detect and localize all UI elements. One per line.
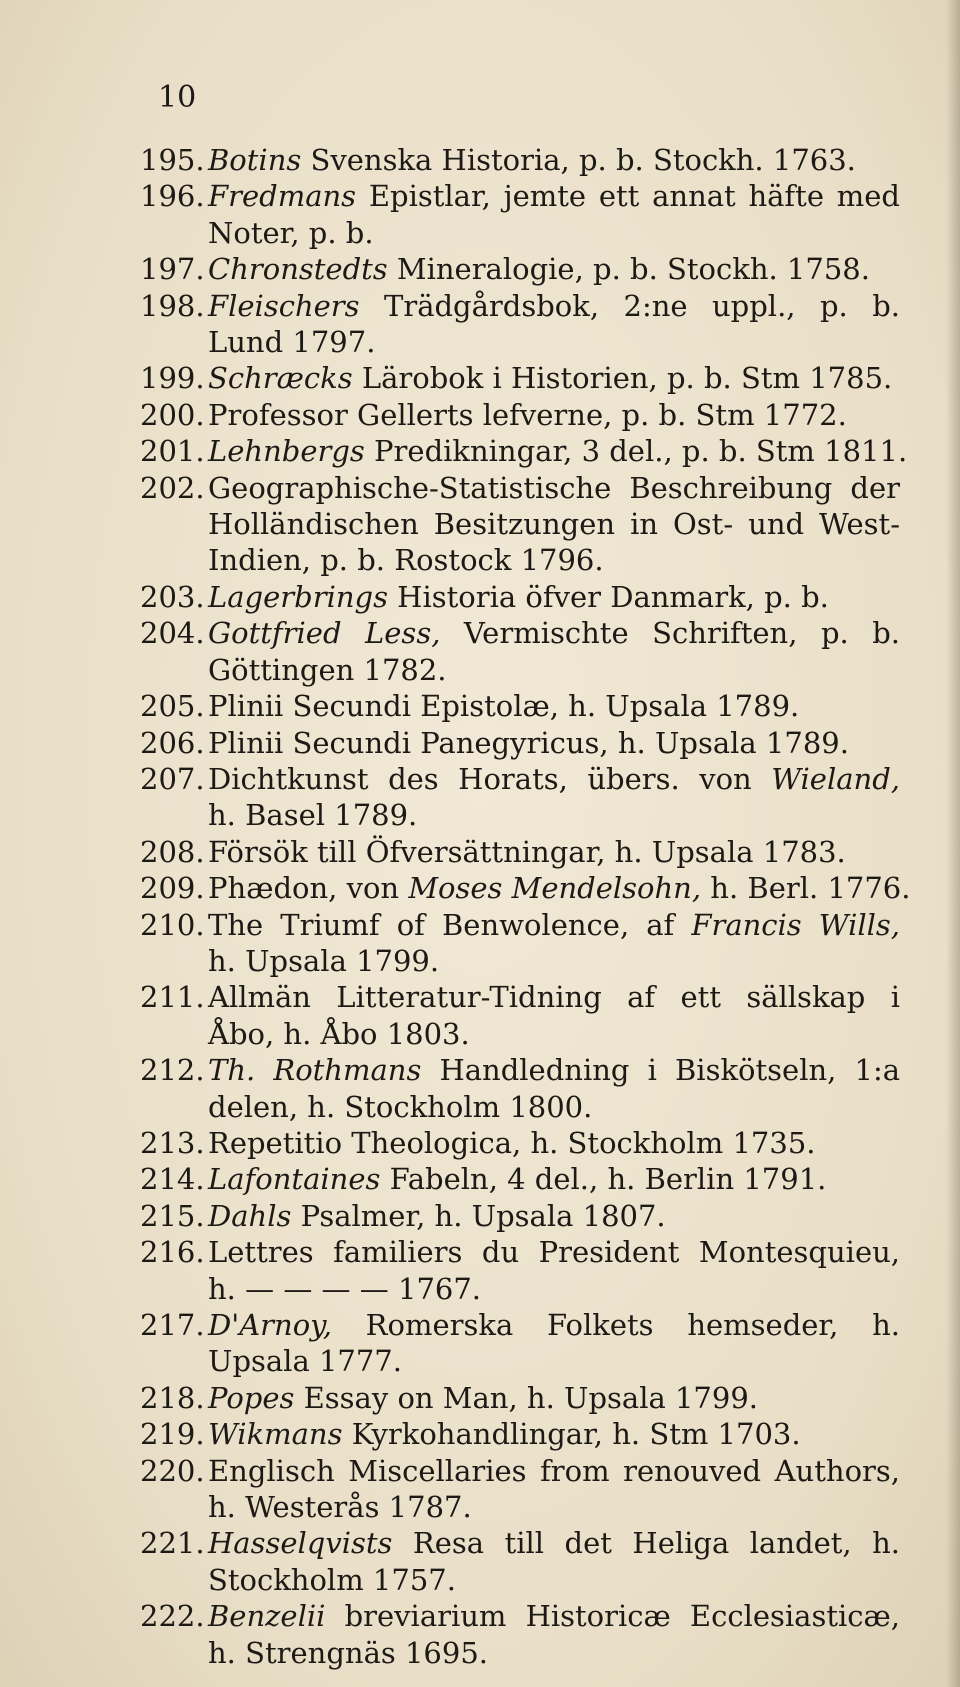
entry-author-italic: Gottfried Less, [208, 616, 441, 651]
entry-text: h. Berl. 1776. [701, 871, 911, 906]
entry-author-italic: Wieland, [771, 761, 900, 796]
entry-number: 212. [140, 1053, 205, 1088]
entry-author-italic: Fredmans [208, 179, 357, 214]
catalogue-entry [140, 907, 900, 980]
entry-line [208, 1489, 900, 1525]
entry-line [208, 1416, 900, 1452]
entry-number: 203. [140, 579, 205, 614]
catalogue-entry [140, 251, 900, 287]
entry-author-italic: Chronstedts [208, 252, 388, 287]
entry-number: 216. [140, 1235, 205, 1270]
entry-text: Holländischen Besitzungen in Ost- und West- [208, 507, 900, 542]
entry-text: Stockholm 1757. [208, 1562, 456, 1597]
entry-author-italic: Lagerbrings [208, 579, 388, 614]
entry-number: 201. [140, 434, 205, 469]
page-edge-shadow [946, 0, 960, 1687]
entry-line [208, 397, 900, 433]
catalogue-entry [140, 433, 908, 469]
entry-text: h. Basel 1789. [208, 798, 418, 833]
entry-text: Repetitio Theologica, h. Stockholm 1735. [208, 1125, 816, 1160]
entry-line [208, 1453, 900, 1489]
entry-line [208, 1307, 900, 1343]
entry-text: Kyrkohandlingar, h. Stm 1703. [342, 1417, 801, 1452]
entry-line [208, 979, 900, 1015]
entry-text: h. Westerås 1787. [208, 1490, 472, 1525]
entry-number: 220. [140, 1453, 205, 1488]
entry-number: 206. [140, 725, 205, 760]
entry-line [208, 1598, 900, 1634]
entry-line [208, 1380, 900, 1416]
catalogue-entry [140, 142, 900, 178]
catalogue-entry [140, 178, 900, 251]
entry-text: Epistlar, jemte ett annat häfte med [356, 179, 900, 214]
catalogue-entry [140, 1453, 900, 1526]
entry-line [208, 470, 900, 506]
entry-text: Plinii Secundi Epistolæ, h. Upsala 1789. [208, 689, 800, 724]
entry-text: Trädgårdsbok, 2:ne uppl., p. b. [359, 288, 900, 323]
entry-text: Geographische-Statistische Beschreibung der [208, 470, 900, 505]
entry-text: h. Upsala 1799. [208, 943, 440, 978]
catalogue-entry [140, 1598, 900, 1671]
entry-text: Resa till det Heliga landet, h. [392, 1526, 900, 1561]
entry-line [208, 1343, 900, 1379]
entry-line [208, 943, 900, 979]
entry-number: 196. [140, 179, 205, 214]
catalogue-entry [140, 1525, 900, 1598]
catalogue-entries [140, 142, 911, 1671]
entry-number: 213. [140, 1125, 205, 1160]
entry-text: Essay on Man, h. Upsala 1799. [294, 1380, 758, 1415]
entry-line [208, 288, 900, 324]
entry-author-italic: Botins [208, 143, 302, 177]
entry-line [208, 834, 900, 870]
entry-number: 222. [140, 1599, 205, 1634]
entry-line [208, 433, 908, 469]
catalogue-entry [140, 1380, 900, 1416]
entry-author-italic: Benzelii [208, 1599, 326, 1634]
entry-line [208, 1525, 900, 1561]
entry-line [208, 1125, 900, 1161]
entry-text: h. — — — — 1767. [208, 1271, 482, 1306]
entry-number: 197. [140, 252, 205, 287]
entry-author-italic: Wikmans [208, 1417, 343, 1452]
catalogue-entry [140, 725, 900, 761]
catalogue-entry [140, 870, 911, 906]
entry-text: Plinii Secundi Panegyricus, h. Upsala 1789. [208, 725, 849, 760]
entry-author-italic: Francis Wills, [691, 907, 900, 942]
catalogue-entry [140, 1161, 900, 1197]
entry-line [208, 579, 900, 615]
entry-author-italic: Schræcks [208, 361, 353, 396]
entry-author-italic: Hasselqvists [208, 1526, 393, 1561]
entry-line [208, 688, 900, 724]
entry-number: 195. [140, 143, 205, 177]
entry-line [208, 1016, 900, 1052]
catalogue-entry [140, 1052, 900, 1125]
entry-author-italic: Moses Mendelsohn, [408, 871, 702, 906]
entry-text: Göttingen 1782. [208, 652, 447, 687]
catalogue-entry [140, 979, 900, 1052]
entry-text: Predikningar, 3 del., p. b. Stm 1811. [364, 434, 908, 469]
page-number: 10 [158, 80, 197, 115]
entry-number: 198. [140, 288, 205, 323]
entry-line [208, 1234, 900, 1270]
entry-line [208, 1161, 900, 1197]
entry-number: 211. [140, 980, 205, 1015]
catalogue-entry [140, 360, 900, 396]
catalogue-entry [140, 834, 900, 870]
entry-number: 219. [140, 1417, 205, 1452]
entry-number: 205. [140, 689, 205, 724]
entry-text: Lettres familiers du President Montesquieu, [208, 1235, 900, 1270]
entry-text: Phædon, von [208, 871, 409, 906]
entry-text: Fabeln, 4 del., h. Berlin 1791. [380, 1162, 827, 1197]
entry-line [208, 1198, 900, 1234]
entry-line [208, 907, 900, 943]
entry-text: h. Strengnäs 1695. [208, 1635, 488, 1670]
catalogue-entry [140, 288, 900, 361]
entry-line [208, 251, 900, 287]
entry-text: delen, h. Stockholm 1800. [208, 1089, 593, 1124]
entry-text: Dichtkunst des Horats, übers. von [208, 761, 772, 796]
catalogue-entry [140, 1307, 900, 1380]
catalogue-entry [140, 688, 900, 724]
entry-number: 215. [140, 1198, 205, 1233]
entry-text: Lärobok i Historien, p. b. Stm 1785. [352, 361, 893, 396]
entry-number: 202. [140, 470, 205, 505]
entry-line [208, 797, 900, 833]
entry-number: 200. [140, 397, 205, 432]
catalogue-entry [140, 1416, 900, 1452]
entry-line [208, 1271, 900, 1307]
catalogue-entry [140, 579, 900, 615]
entry-line [208, 652, 900, 688]
entry-text: Professor Gellerts lefverne, p. b. Stm 1772. [208, 397, 847, 432]
entry-text: Allmän Litteratur-Tidning af ett sällskap i [208, 980, 900, 1015]
entry-text: The Triumf of Benwolence, af [208, 907, 692, 942]
entry-text: Englisch Miscellaries from renouved Authors, [208, 1453, 900, 1488]
entry-text: Svenska Historia, p. b. Stockh. 1763. [301, 143, 856, 177]
entry-text: Lund 1797. [208, 325, 376, 360]
entry-number: 218. [140, 1380, 205, 1415]
entry-number: 221. [140, 1526, 205, 1561]
entry-text: Upsala 1777. [208, 1344, 402, 1379]
entry-text: Åbo, h. Åbo 1803. [208, 1016, 470, 1051]
entry-line [208, 360, 900, 396]
entry-text: Historia öfver Danmark, p. b. [387, 579, 829, 614]
entry-author-italic: Dahls [208, 1198, 292, 1233]
entry-text: Vermischte Schriften, p. b. [440, 616, 900, 651]
entry-line [208, 215, 900, 251]
entry-author-italic: Lafontaines [208, 1162, 381, 1197]
entry-author-italic: Popes [208, 1380, 295, 1415]
entry-number: 210. [140, 907, 205, 942]
entry-line [208, 1052, 900, 1088]
entry-author-italic: Fleischers [208, 288, 360, 323]
entry-line [208, 1562, 900, 1598]
entry-line [208, 506, 900, 542]
catalogue-entry [140, 1234, 900, 1307]
entry-number: 217. [140, 1308, 205, 1342]
entry-text: Mineralogie, p. b. Stockh. 1758. [387, 252, 870, 287]
entry-number: 207. [140, 761, 205, 796]
entry-text: breviarium Historicæ Ecclesiasticæ, [325, 1599, 900, 1634]
entry-number: 208. [140, 834, 205, 869]
catalogue-entry [140, 1125, 900, 1161]
entry-text: Indien, p. b. Rostock 1796. [208, 543, 604, 578]
catalogue-entry [140, 615, 900, 688]
entry-text: Handledning i Biskötseln, 1:a [421, 1053, 900, 1088]
entry-text: Psalmer, h. Upsala 1807. [291, 1198, 666, 1233]
entry-author-italic: Lehnbergs [208, 434, 365, 469]
catalogue-entry [140, 761, 900, 834]
entry-line [208, 870, 911, 906]
entry-author-italic: Th. Rothmans [208, 1053, 422, 1088]
entry-line [208, 1089, 900, 1125]
entry-line [208, 761, 900, 797]
entry-line [208, 142, 900, 178]
entry-number: 204. [140, 616, 205, 651]
entry-number: 209. [140, 871, 205, 906]
entry-line [208, 542, 900, 578]
entry-text: Försök till Öfversättningar, h. Upsala 1783. [208, 834, 846, 869]
entry-number: 199. [140, 361, 205, 396]
entry-author-italic: D'Arnoy, [208, 1308, 332, 1342]
entry-text: Noter, p. b. [208, 215, 374, 250]
catalogue-entry [140, 397, 900, 433]
entry-line [208, 178, 900, 214]
entry-line [208, 615, 900, 651]
entry-line [208, 725, 900, 761]
entry-line [208, 1635, 900, 1671]
entry-line [208, 324, 900, 360]
entry-text: Romerska Folkets hemseder, h. [331, 1308, 900, 1342]
catalogue-entry [140, 1198, 900, 1234]
entry-number: 214. [140, 1162, 205, 1197]
catalogue-entry [140, 470, 900, 579]
